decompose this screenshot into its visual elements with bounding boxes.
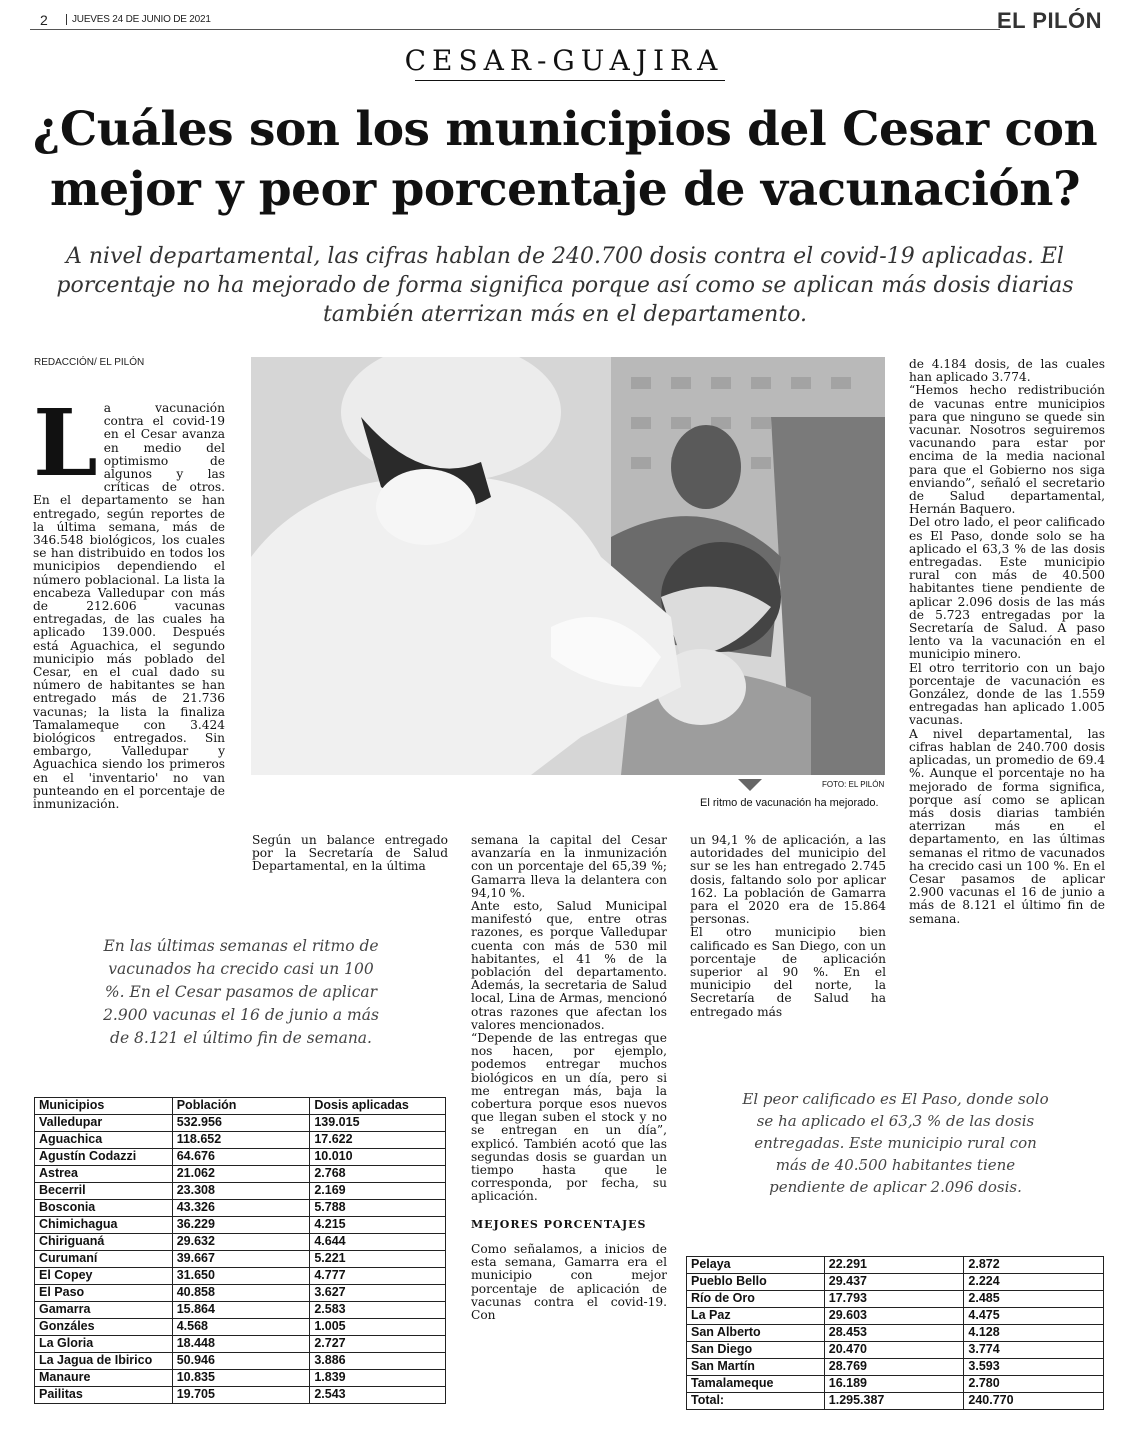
table-cell: 17.622 xyxy=(310,1132,446,1149)
table-cell: 2.727 xyxy=(310,1336,446,1353)
table-cell: 36.229 xyxy=(172,1217,310,1234)
table-cell: 1.295.387 xyxy=(824,1393,964,1410)
photo-caption: El ritmo de vacunación ha mejorado. xyxy=(700,797,879,809)
table-row xyxy=(35,1251,446,1268)
table-cell: 19.705 xyxy=(172,1387,310,1404)
table-cell: 4.644 xyxy=(310,1234,446,1251)
photo-illustration xyxy=(251,357,885,775)
table-header-row xyxy=(35,1098,446,1115)
table-row xyxy=(687,1342,1104,1359)
headline: ¿Cuáles son los municipios del Cesar con mejor y peor porcentaje de vacunación? xyxy=(32,102,1098,217)
table-cell: La Jagua de Ibirico xyxy=(35,1353,173,1370)
table-cell: 43.326 xyxy=(172,1200,310,1217)
table-row xyxy=(35,1268,446,1285)
column-3-paragraph: “Depende de las entregas que nos hacen, por ejemplo, podemos entregar muchos biológicos en un día, pero si me entregan más, baja la cobertura porque esos nuevos que llegan suben el stock y no se entregan en un día”, explicó. También acotó que las segundas dosis se guardan un tiempo hasta que le corresponda, por fecha, su aplicación. xyxy=(471,1031,667,1204)
table-cell: 5.788 xyxy=(310,1200,446,1217)
article-column-4 xyxy=(690,834,886,1019)
table-cell: 1.005 xyxy=(310,1319,446,1336)
table-row xyxy=(35,1200,446,1217)
table-cell: 39.667 xyxy=(172,1251,310,1268)
subheading: MEJORES PORCENTAJES xyxy=(471,1217,647,1231)
table-row xyxy=(35,1217,446,1234)
deck: A nivel departamental, las cifras hablan de 240.700 dosis contra el covid-19 aplicadas. El porcentaje no ha mejorado de forma significa porque así como se aplican más dosis diarias también aterrizan más en el departamento. xyxy=(56,244,1074,327)
column-header: Dosis aplicadas xyxy=(310,1098,446,1115)
table-cell: 118.652 xyxy=(172,1132,310,1149)
column-header: Municipios xyxy=(35,1098,173,1115)
table-cell: 3.593 xyxy=(964,1359,1104,1376)
column-3-paragraph: Como señalamos, a inicios de esta semana, Gamarra era el municipio con mejor porcentaje de aplicación de vacunas contra el covid-19. Con xyxy=(471,1241,667,1322)
table-cell: 2.768 xyxy=(310,1166,446,1183)
column-5-paragraph: Del otro lado, el peor calificado es El Paso, donde solo se ha aplicado el 63,3 % de las dosis entregadas. Este municipio rural con más de 40.500 habitantes tiene pendiente de aplicar 2.096 dosis de las más de 5.723 entregadas por la Secretaría de Salud. A paso lento va la vacunación en el municipio minero. xyxy=(909,515,1105,662)
column-5-paragraph: “Hemos hecho redistribución de vacunas entre municipios para que ninguno se quede sin vacunar. Nosotros seguiremos vacunando para estar por encima de la media nacional para que el Gobierno nos siga enviando”, señaló el secretario de Salud departamental, Hernán Baquero. xyxy=(909,383,1105,517)
section-title: CESAR-GUAJIRA xyxy=(404,44,724,77)
table-cell: 16.189 xyxy=(824,1376,964,1393)
table-row xyxy=(687,1274,1104,1291)
table-row xyxy=(35,1302,446,1319)
data-table xyxy=(686,1256,1104,1410)
table-cell: La Gloria xyxy=(35,1336,173,1353)
table-row xyxy=(35,1336,446,1353)
table-row xyxy=(35,1319,446,1336)
table-row xyxy=(35,1166,446,1183)
table-cell: Aguachica xyxy=(35,1132,173,1149)
table-cell: 5.221 xyxy=(310,1251,446,1268)
data-table xyxy=(34,1097,446,1404)
table-cell: 15.864 xyxy=(172,1302,310,1319)
table-cell: 22.291 xyxy=(824,1257,964,1274)
table-cell: 4.215 xyxy=(310,1217,446,1234)
photo-credit: FOTO: EL PILÓN xyxy=(822,780,885,789)
column-5-paragraph: A nivel departamental, las cifras hablan de 240.700 dosis aplicadas, un promedio de 69.4 %. Aunque el porcentaje no ha mejorado de forma significa, porque así como se aplican más dosis diarias también aterrizan más en el departamento, en las últimas semanas el ritmo de vacunados ha crecido casi un 100 %. En el Cesar pasamos de aplicar 2.900 vacunas el 16 de junio a más de 8.121 el último fin de semana. xyxy=(909,726,1105,926)
table-row xyxy=(35,1370,446,1387)
table-cell: Bosconia xyxy=(35,1200,173,1217)
issue-date: JUEVES 24 DE JUNIO DE 2021 xyxy=(66,14,211,25)
table-cell: 28.453 xyxy=(824,1325,964,1342)
table-cell: Total: xyxy=(687,1393,825,1410)
pull-quote-1: En las últimas semanas el ritmo de vacunados ha crecido casi un 100 %. En el Cesar pasamos de aplicar 2.900 vacunas el 16 de junio a más de 8.121 el último fin de semana. xyxy=(103,937,379,1047)
table-cell: 50.946 xyxy=(172,1353,310,1370)
table-cell: San Diego xyxy=(687,1342,825,1359)
table-cell: 4.568 xyxy=(172,1319,310,1336)
table-row xyxy=(687,1291,1104,1308)
table-cell: San Martín xyxy=(687,1359,825,1376)
table-row xyxy=(687,1325,1104,1342)
table-cell: 64.676 xyxy=(172,1149,310,1166)
column-5-paragraph: de 4.184 dosis, de las cuales han aplicado 3.774. xyxy=(909,357,1105,385)
table-cell: 4.475 xyxy=(964,1308,1104,1325)
table-cell: 240.770 xyxy=(964,1393,1104,1410)
table-cell: 2.780 xyxy=(964,1376,1104,1393)
table-cell: 18.448 xyxy=(172,1336,310,1353)
table-cell: 23.308 xyxy=(172,1183,310,1200)
article-column-5 xyxy=(909,358,1105,926)
table-cell: 4.777 xyxy=(310,1268,446,1285)
column-3-paragraph: Ante esto, Salud Municipal manifestó que, entre otras razones, es porque Valledupar cuenta con más de 530 mil habitantes, el 41 % de la población del departamento. Además, la secretaria de Salud local, Lina de Armas, mencionó otras razones que afectan los valores mencionados. xyxy=(471,899,667,1032)
table-cell: La Paz xyxy=(687,1308,825,1325)
table-cell: Agustín Codazzi xyxy=(35,1149,173,1166)
table-cell: Curumaní xyxy=(35,1251,173,1268)
table-cell: 3.627 xyxy=(310,1285,446,1302)
column-3-paragraph: semana la capital del Cesar avanzaría en la inmunización con un porcentaje del 65,39 %; Gamarra lleva la delantera con 94,10 %. xyxy=(471,833,667,900)
table-cell: 29.437 xyxy=(824,1274,964,1291)
table-cell: 139.015 xyxy=(310,1115,446,1132)
table-row xyxy=(35,1115,446,1132)
table-cell: 10.835 xyxy=(172,1370,310,1387)
table-cell: Chiriguaná xyxy=(35,1234,173,1251)
column-5-paragraph: El otro territorio con un bajo porcentaje de vacunación es González, donde de las 1.559 entregadas han aplicado 1.005 vacunas. xyxy=(909,660,1105,728)
table-row xyxy=(687,1376,1104,1393)
column-4-paragraph: El otro municipio bien calificado es San Diego, con un porcentaje de aplicación superior al 90 %. En el municipio del norte, la Secretaría de Salud ha entregado más xyxy=(690,925,886,1019)
table-row xyxy=(35,1353,446,1370)
table-cell: 2.169 xyxy=(310,1183,446,1200)
page-header xyxy=(30,8,1110,33)
caption-arrow-icon xyxy=(738,779,762,791)
table-cell: Valledupar xyxy=(35,1115,173,1132)
table-cell: Becerril xyxy=(35,1183,173,1200)
table-cell: Gamarra xyxy=(35,1302,173,1319)
article-column-3 xyxy=(471,834,667,1322)
table-cell: 532.956 xyxy=(172,1115,310,1132)
table-row xyxy=(687,1359,1104,1376)
header-rule xyxy=(30,29,1000,30)
table-cell: El Copey xyxy=(35,1268,173,1285)
table-cell: 21.062 xyxy=(172,1166,310,1183)
table-cell: Pueblo Bello xyxy=(687,1274,825,1291)
table-cell: 31.650 xyxy=(172,1268,310,1285)
table-cell: 2.543 xyxy=(310,1387,446,1404)
table-cell: El Paso xyxy=(35,1285,173,1302)
table-cell: 20.470 xyxy=(824,1342,964,1359)
section-divider xyxy=(415,80,725,81)
article-column-2: Según un balance entregado por la Secretaría de Salud Departamental, en la última xyxy=(252,833,448,874)
table-cell: 1.839 xyxy=(310,1370,446,1387)
table-cell: 3.774 xyxy=(964,1342,1104,1359)
table-row xyxy=(35,1149,446,1166)
table-row xyxy=(35,1132,446,1149)
table-cell: 3.886 xyxy=(310,1353,446,1370)
vaccination-table-1 xyxy=(34,1097,446,1404)
table-cell: 29.603 xyxy=(824,1308,964,1325)
byline: REDACCIÓN/ EL PILÓN xyxy=(34,357,145,368)
table-cell: 2.872 xyxy=(964,1257,1104,1274)
table-cell: 29.632 xyxy=(172,1234,310,1251)
pull-quote-2: El peor calificado es El Paso, donde solo se ha aplicado el 63,3 % de las dosis entregadas. Este municipio rural con más de 40.500 habitantes tiene pendiente de aplicar 2.096 dosis. xyxy=(742,1090,1049,1196)
column-4-paragraph: un 94,1 % de aplicación, a las autoridades del municipio del sur se les han entregado 2.745 dosis, faltando solo por aplicar 162. La población de Gamarra para el 2020 era de 15.864 personas. xyxy=(690,833,886,927)
table-cell: 2.583 xyxy=(310,1302,446,1319)
table-cell: Pelaya xyxy=(687,1257,825,1274)
table-cell: 2.224 xyxy=(964,1274,1104,1291)
table-cell: 10.010 xyxy=(310,1149,446,1166)
table-row xyxy=(35,1234,446,1251)
newspaper-logo: EL PILÓN xyxy=(996,8,1102,33)
table-cell: Manaure xyxy=(35,1370,173,1387)
table-cell: 17.793 xyxy=(824,1291,964,1308)
table-cell: Astrea xyxy=(35,1166,173,1183)
table-cell: Tamalameque xyxy=(687,1376,825,1393)
column-1-text: a vacunación contra el covid-19 en el Cesar avanza en medio del optimismo de algunos y las críticas de otros. En el departamento se han entregado, según reportes de la última semana, más de 346.548 biológicos, los cuales se han distribuido en todos los municipios dependiendo el número poblacional. La lista la encabeza Valledupar con más de 212.606 vacunas entregadas, de las cuales ha aplicado 139.000. Después está Aguachica, el segundo municipio más poblado del Cesar, en el cual dado su número de habitantes se han entregado más de 21.736 vacunas; la lista la finaliza Tamalameque con 3.424 biológicos entregados. Sin embargo, Valledupar y Aguachica siendo los primeros en el 'inventario' no van punteando en el porcentaje de inmunización. xyxy=(33,401,225,812)
table-cell: 40.858 xyxy=(172,1285,310,1302)
table-row xyxy=(35,1387,446,1404)
drop-cap: L xyxy=(33,389,98,497)
article-column-1 xyxy=(33,389,225,812)
table-cell: 4.128 xyxy=(964,1325,1104,1342)
vaccination-table-2 xyxy=(686,1256,1104,1410)
column-header: Población xyxy=(172,1098,310,1115)
table-row xyxy=(687,1257,1104,1274)
page-number: 2 xyxy=(40,12,48,28)
table-row xyxy=(687,1308,1104,1325)
table-cell: Río de Oro xyxy=(687,1291,825,1308)
table-row xyxy=(35,1285,446,1302)
table-cell: San Alberto xyxy=(687,1325,825,1342)
table-row xyxy=(687,1393,1104,1410)
table-cell: 2.485 xyxy=(964,1291,1104,1308)
table-cell: Gonzáles xyxy=(35,1319,173,1336)
table-row xyxy=(35,1183,446,1200)
table-cell: Chimichagua xyxy=(35,1217,173,1234)
table-cell: Pailitas xyxy=(35,1387,173,1404)
vaccination-photo xyxy=(251,357,885,775)
table-cell: 28.769 xyxy=(824,1359,964,1376)
